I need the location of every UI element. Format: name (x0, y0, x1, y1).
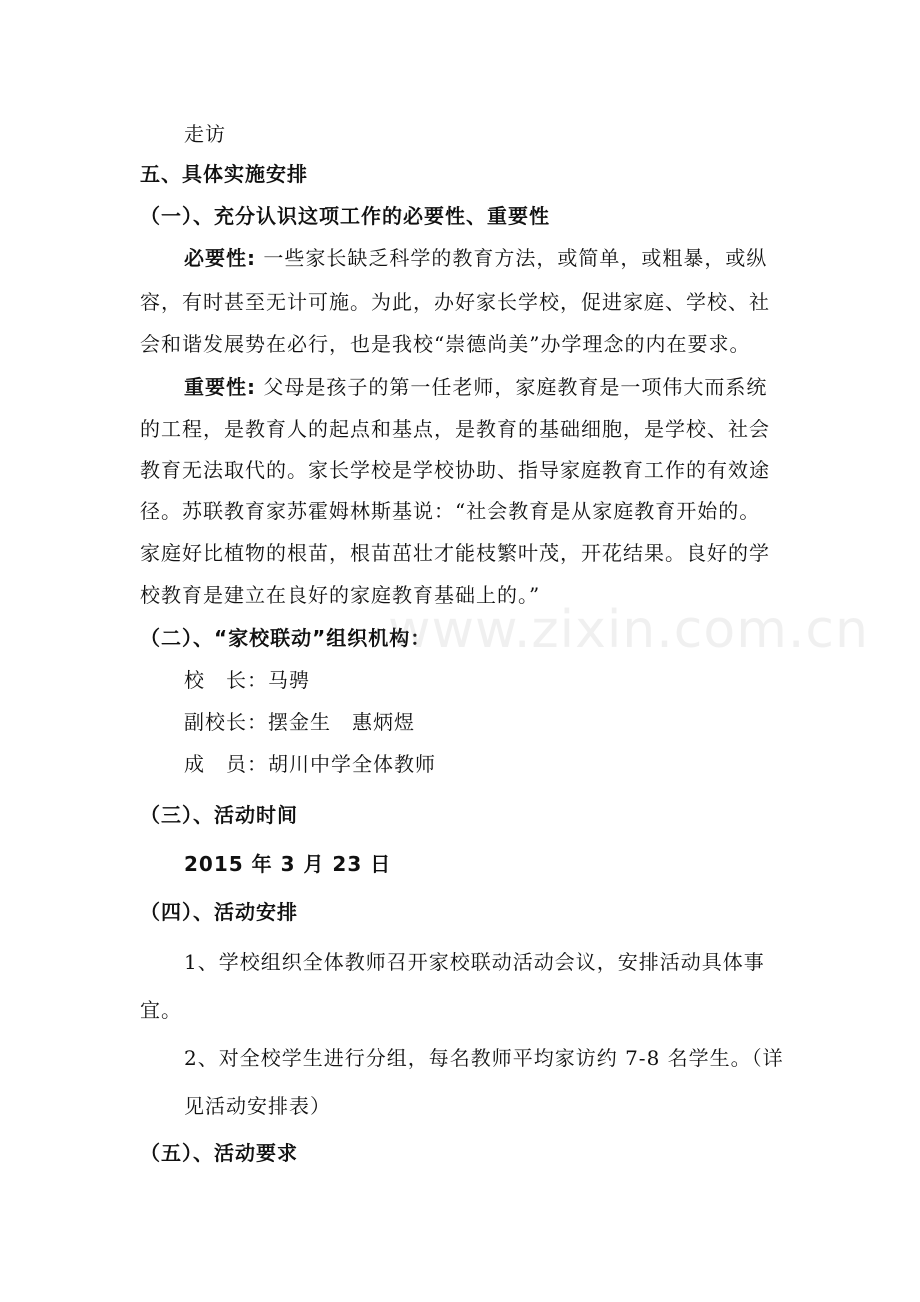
subsection-heading: （五）、活动要求 (140, 1141, 298, 1165)
paragraph-line (184, 373, 767, 401)
paragraph-line: 家庭好比植物的根苗，根苗茁壮才能枝繁叶茂，开花结果。良好的学 (140, 541, 770, 565)
activity-date: 2015 年 3 月 23 日 (184, 852, 392, 876)
list-item-continuation: 见活动安排表） (184, 1094, 331, 1118)
subsection-heading: （一）、充分认识这项工作的必要性、重要性 (140, 204, 550, 228)
paragraph-line: 的工程，是教育人的起点和基点，是教育的基础细胞，是学校、社会 (140, 417, 770, 441)
paragraph-line: 径。苏联教育家苏霍姆林斯基说：“社会教育是从家庭教育开始的。 (140, 499, 761, 523)
paragraph-line: 教育无法取代的。家长学校是学校协助、指导家庭教育工作的有效途 (140, 458, 770, 482)
importance-text: 父母是孩子的第一任老师，家庭教育是一项伟大而系统 (263, 375, 768, 399)
text-line: 走访 (184, 122, 226, 146)
list-item: 1、学校组织全体教师召开家校联动活动会议，安排活动具体事 (184, 950, 765, 974)
org-principal: 校 长：马骋 (184, 668, 310, 692)
subsection-heading: （二）、“家校联动”组织机构： (140, 626, 432, 650)
paragraph-line: 会和谐发展势在必行，也是我校“崇德尚美”办学理念的内在要求。 (140, 332, 751, 356)
subsection-heading: （四）、活动安排 (140, 900, 298, 924)
paragraph-line (184, 244, 767, 272)
org-vice-principal: 副校长：摆金生 惠炳煜 (184, 710, 415, 734)
section-heading: 五、具体实施安排 (140, 162, 308, 186)
necessity-label: 必要性: (184, 246, 256, 270)
watermark: www.zixin.com.cn (388, 600, 869, 660)
necessity-text: 一些家长缺乏科学的教育方法，或简单，或粗暴，或纵 (263, 246, 768, 270)
org-members: 成 员：胡川中学全体教师 (184, 752, 436, 776)
importance-label: 重要性: (184, 375, 256, 399)
subsection-heading: （三）、活动时间 (140, 803, 298, 827)
list-item-continuation: 宜。 (140, 998, 182, 1022)
paragraph-line: 容，有时甚至无计可施。为此，办好家长学校，促进家庭、学校、社 (140, 290, 770, 314)
list-item: 2、对全校学生进行分组，每名教师平均家访约 7-8 名学生。（详 (184, 1046, 784, 1070)
paragraph-line: 校教育是建立在良好的家庭教育基础上的。” (140, 583, 541, 607)
